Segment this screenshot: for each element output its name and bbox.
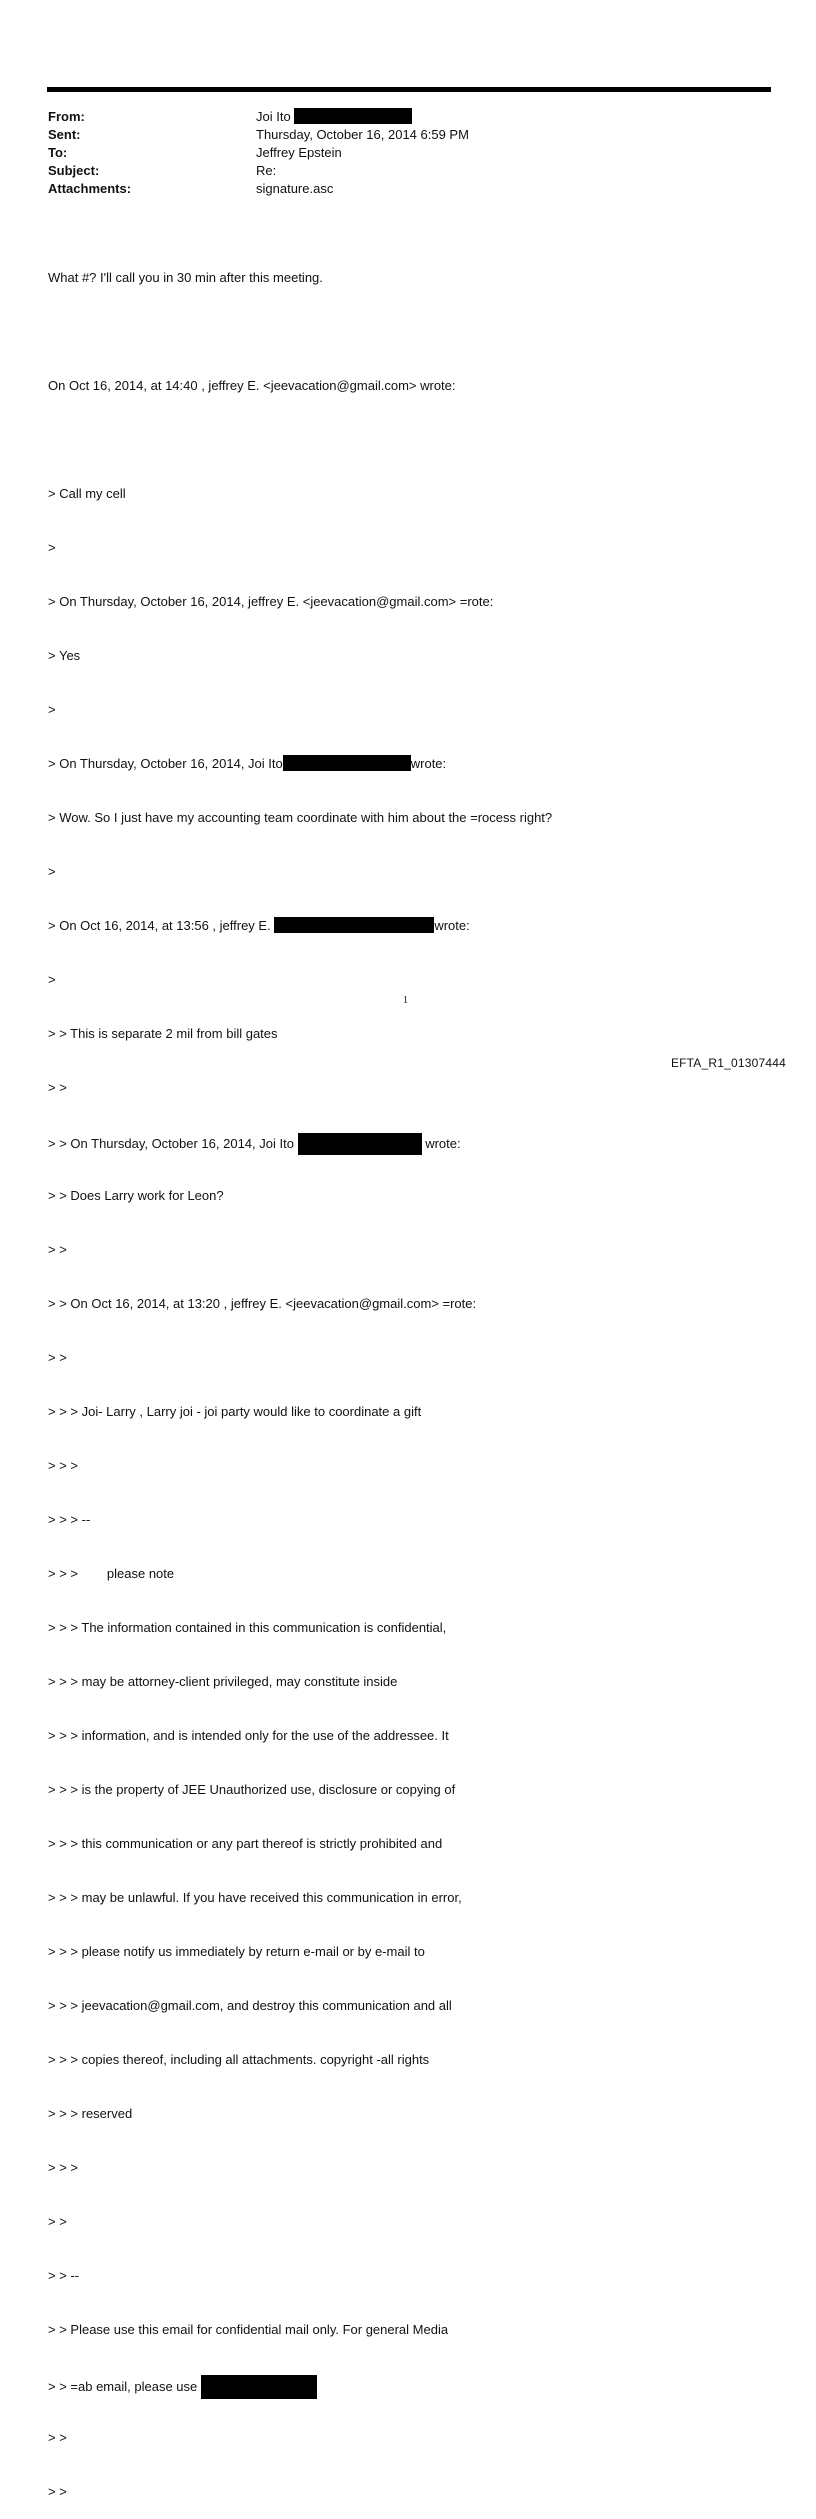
redaction-box [294,108,412,124]
body-line: > > [48,2430,67,2445]
body-line: > > > copies thereof, including all attachments. copyright -all rights [48,2052,430,2067]
body-line [48,323,552,341]
subject-label: Subject: [48,163,100,178]
body-line: > > > -- [48,1512,91,1527]
body-line: On Oct 16, 2014, at 14:40 , jeffrey E. <jeevacation@gmail.com> wrote: [48,378,456,393]
body-line: > > > reserved [48,2106,133,2121]
body-line: > > [48,1350,67,1365]
body-line: > > Please use this email for confidential mail only. For general Media [48,2322,449,2337]
subject-value: Re: [256,163,277,178]
body-line: > > > please note [48,1566,175,1581]
body-line: > > > please notify us immediately by return e-mail or by e-mail to [48,1944,425,1959]
body-line: > [48,864,56,879]
body-line: > Call my cell [48,486,126,501]
body-line: > On Thursday, October 16, 2014, jeffrey E. <jeevacation@gmail.com> =rote: [48,594,494,609]
email-body [48,233,552,2519]
page-number: 1 [403,995,408,1006]
body-line: > > > jeevacation@gmail.com, and destroy this communication and all [48,1998,452,2013]
body-line: > On Oct 16, 2014, at 13:56 , jeffrey E. wrote: [48,918,470,933]
body-line: > > > information, and is intended only for the use of the addressee. It [48,1728,449,1743]
body-line: > > > may be unlawful. If you have received this communication in error, [48,1890,462,1905]
body-line: > > [48,1080,67,1095]
body-line: > > > is the property of JEE Unauthorized use, disclosure or copying of [48,1782,456,1797]
body-line: > [48,540,56,555]
body-line: > On Thursday, October 16, 2014, Joi Ito wrote: [48,756,447,771]
body-line: > > On Thursday, October 16, 2014, Joi Ito wrote: [48,1133,552,1151]
from-value: Joi Ito [256,108,412,126]
body-line [48,431,552,449]
body-line: > Wow. So I just have my accounting team coordinate with him about the =rocess right? [48,810,553,825]
body-line: > > =ab email, please use [48,2375,552,2393]
body-line: > > This is separate 2 mil from bill gates [48,1026,278,1041]
sent-label: Sent: [48,127,81,142]
body-line: > > [48,2484,67,2499]
body-line: > > > [48,2160,78,2175]
body-line: > > -- [48,2268,80,2283]
attachments-label: Attachments: [48,181,132,196]
body-line: > [48,702,56,717]
body-line: > > On Oct 16, 2014, at 13:20 , jeffrey E. <jeevacation@gmail.com> =rote: [48,1296,477,1311]
body-line: > > Does Larry work for Leon? [48,1188,224,1203]
to-label: To: [48,145,68,160]
body-line: > > > this communication or any part thereof is strictly prohibited and [48,1836,443,1851]
body-line: > > > [48,1458,78,1473]
redaction-box [298,1133,422,1155]
redaction-box [201,2375,317,2399]
body-line: > > > Joi- Larry , Larry joi - joi party would like to coordinate a gift [48,1404,422,1419]
body-line: What #? I'll call you in 30 min after this meeting. [48,270,323,285]
attachments-value: signature.asc [256,181,334,196]
redaction-box [283,755,411,771]
body-line: > > > The information contained in this communication is confidential, [48,1620,447,1635]
body-line: > Yes [48,648,81,663]
body-line: > > [48,1242,67,1257]
header-rule [47,87,771,92]
to-value: Jeffrey Epstein [256,145,342,160]
body-line: > > > may be attorney-client privileged, may constitute inside [48,1674,398,1689]
body-line: > > [48,2214,67,2229]
sent-value: Thursday, October 16, 2014 6:59 PM [256,127,469,142]
body-line: > [48,972,56,987]
from-label: From: [48,109,85,124]
bates-number: EFTA_R1_01307444 [670,1056,786,1070]
redaction-box [274,917,434,933]
